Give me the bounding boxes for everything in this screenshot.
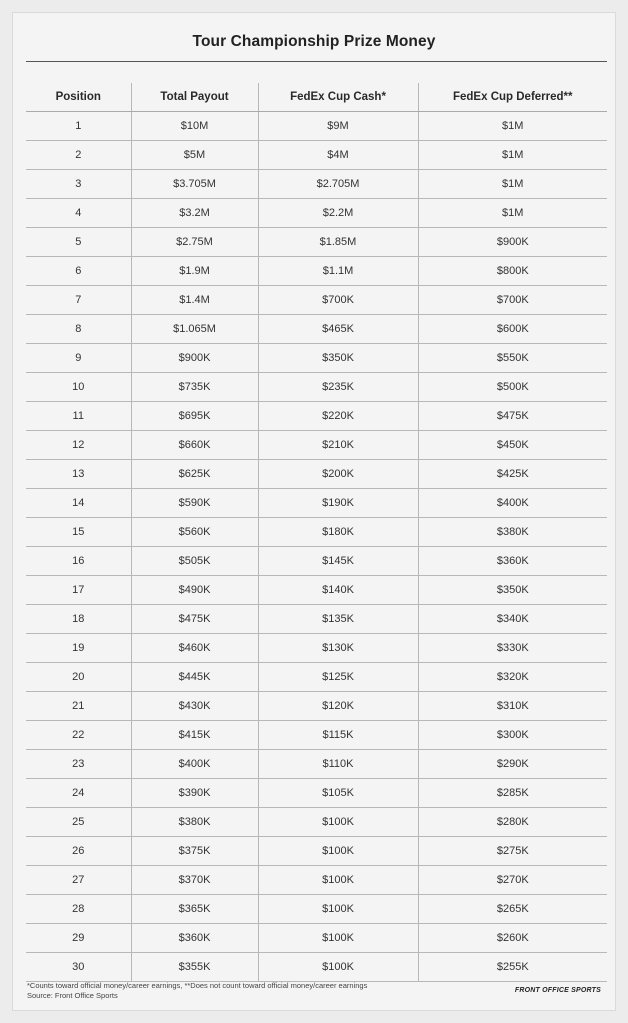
- cell-position: 12: [26, 431, 131, 460]
- cell-total-payout: $390K: [131, 779, 258, 808]
- cell-fedex-cup-deferred: $1M: [418, 170, 607, 199]
- cell-total-payout: $400K: [131, 750, 258, 779]
- prize-money-table: [26, 83, 607, 982]
- table-row: [26, 576, 607, 605]
- table-row: [26, 692, 607, 721]
- cell-fedex-cup-deferred: $290K: [418, 750, 607, 779]
- cell-position: 27: [26, 866, 131, 895]
- source-text: Source: Front Office Sports: [27, 991, 118, 1000]
- table-row: [26, 112, 607, 141]
- cell-total-payout: $10M: [131, 112, 258, 141]
- cell-position: 22: [26, 721, 131, 750]
- cell-total-payout: $375K: [131, 837, 258, 866]
- cell-fedex-cup-deferred: $700K: [418, 286, 607, 315]
- table-row: [26, 402, 607, 431]
- cell-fedex-cup-cash: $465K: [258, 315, 418, 344]
- cell-fedex-cup-deferred: $600K: [418, 315, 607, 344]
- cell-total-payout: $380K: [131, 808, 258, 837]
- table-row: [26, 895, 607, 924]
- cell-position: 20: [26, 663, 131, 692]
- page-title: Tour Championship Prize Money: [192, 33, 436, 50]
- table-row: [26, 315, 607, 344]
- cell-fedex-cup-deferred: $450K: [418, 431, 607, 460]
- cell-fedex-cup-deferred: $260K: [418, 924, 607, 953]
- cell-fedex-cup-deferred: $1M: [418, 199, 607, 228]
- table-row: [26, 141, 607, 170]
- cell-fedex-cup-deferred: $265K: [418, 895, 607, 924]
- cell-total-payout: $590K: [131, 489, 258, 518]
- cell-total-payout: $735K: [131, 373, 258, 402]
- cell-fedex-cup-cash: $100K: [258, 837, 418, 866]
- cell-total-payout: $355K: [131, 953, 258, 982]
- cell-fedex-cup-cash: $110K: [258, 750, 418, 779]
- cell-fedex-cup-deferred: $310K: [418, 692, 607, 721]
- table-row: [26, 634, 607, 663]
- cell-fedex-cup-cash: $100K: [258, 895, 418, 924]
- cell-fedex-cup-cash: $180K: [258, 518, 418, 547]
- table-row: [26, 866, 607, 895]
- cell-fedex-cup-deferred: $340K: [418, 605, 607, 634]
- cell-total-payout: $430K: [131, 692, 258, 721]
- cell-fedex-cup-cash: $140K: [258, 576, 418, 605]
- footnote-text: *Counts toward official money/career earnings, **Does not count toward official money/career earnings: [27, 981, 368, 990]
- table-row: [26, 431, 607, 460]
- cell-total-payout: $1.9M: [131, 257, 258, 286]
- cell-position: 11: [26, 402, 131, 431]
- cell-position: 9: [26, 344, 131, 373]
- table-row: [26, 373, 607, 402]
- table-row: [26, 170, 607, 199]
- table-body: [26, 112, 607, 982]
- cell-fedex-cup-cash: $125K: [258, 663, 418, 692]
- cell-total-payout: $660K: [131, 431, 258, 460]
- table-row: [26, 779, 607, 808]
- cell-position: 4: [26, 199, 131, 228]
- cell-total-payout: $415K: [131, 721, 258, 750]
- cell-total-payout: $445K: [131, 663, 258, 692]
- cell-fedex-cup-deferred: $360K: [418, 547, 607, 576]
- cell-total-payout: $370K: [131, 866, 258, 895]
- cell-fedex-cup-cash: $1.85M: [258, 228, 418, 257]
- cell-position: 8: [26, 315, 131, 344]
- cell-position: 15: [26, 518, 131, 547]
- table-row: [26, 837, 607, 866]
- cell-fedex-cup-cash: $350K: [258, 344, 418, 373]
- cell-fedex-cup-deferred: $1M: [418, 112, 607, 141]
- cell-fedex-cup-cash: $145K: [258, 547, 418, 576]
- cell-fedex-cup-cash: $235K: [258, 373, 418, 402]
- cell-total-payout: $505K: [131, 547, 258, 576]
- cell-total-payout: $365K: [131, 895, 258, 924]
- cell-position: 1: [26, 112, 131, 141]
- cell-fedex-cup-deferred: $475K: [418, 402, 607, 431]
- cell-fedex-cup-deferred: $1M: [418, 141, 607, 170]
- cell-position: 10: [26, 373, 131, 402]
- cell-total-payout: $1.4M: [131, 286, 258, 315]
- prize-money-card: [12, 12, 616, 1011]
- cell-total-payout: $5M: [131, 141, 258, 170]
- cell-total-payout: $900K: [131, 344, 258, 373]
- table-row: [26, 663, 607, 692]
- cell-fedex-cup-deferred: $270K: [418, 866, 607, 895]
- cell-fedex-cup-cash: $115K: [258, 721, 418, 750]
- cell-fedex-cup-deferred: $330K: [418, 634, 607, 663]
- cell-fedex-cup-cash: $100K: [258, 808, 418, 837]
- cell-fedex-cup-cash: $9M: [258, 112, 418, 141]
- cell-fedex-cup-deferred: $550K: [418, 344, 607, 373]
- cell-fedex-cup-deferred: $380K: [418, 518, 607, 547]
- cell-total-payout: $490K: [131, 576, 258, 605]
- cell-fedex-cup-cash: $120K: [258, 692, 418, 721]
- table-row: [26, 953, 607, 982]
- table-row: [26, 228, 607, 257]
- cell-total-payout: $475K: [131, 605, 258, 634]
- table-row: [26, 924, 607, 953]
- cell-position: 30: [26, 953, 131, 982]
- cell-fedex-cup-deferred: $280K: [418, 808, 607, 837]
- cell-fedex-cup-deferred: $500K: [418, 373, 607, 402]
- cell-fedex-cup-deferred: $255K: [418, 953, 607, 982]
- cell-position: 18: [26, 605, 131, 634]
- table-row: [26, 721, 607, 750]
- cell-total-payout: $1.065M: [131, 315, 258, 344]
- cell-fedex-cup-deferred: $900K: [418, 228, 607, 257]
- cell-fedex-cup-deferred: $400K: [418, 489, 607, 518]
- cell-position: 26: [26, 837, 131, 866]
- cell-fedex-cup-cash: $105K: [258, 779, 418, 808]
- table-row: [26, 286, 607, 315]
- table-row: [26, 605, 607, 634]
- table-header-row: [26, 83, 607, 112]
- cell-fedex-cup-cash: $130K: [258, 634, 418, 663]
- cell-total-payout: $625K: [131, 460, 258, 489]
- table-row: [26, 518, 607, 547]
- cell-fedex-cup-cash: $135K: [258, 605, 418, 634]
- table-row: [26, 489, 607, 518]
- cell-fedex-cup-cash: $700K: [258, 286, 418, 315]
- cell-fedex-cup-cash: $200K: [258, 460, 418, 489]
- cell-fedex-cup-cash: $100K: [258, 866, 418, 895]
- cell-position: 19: [26, 634, 131, 663]
- cell-position: 3: [26, 170, 131, 199]
- cell-total-payout: $560K: [131, 518, 258, 547]
- title-divider: [26, 61, 607, 62]
- cell-fedex-cup-deferred: $300K: [418, 721, 607, 750]
- cell-fedex-cup-cash: $4M: [258, 141, 418, 170]
- cell-fedex-cup-cash: $2.705M: [258, 170, 418, 199]
- cell-position: 25: [26, 808, 131, 837]
- cell-position: 7: [26, 286, 131, 315]
- cell-position: 17: [26, 576, 131, 605]
- header-position: Position: [26, 83, 131, 112]
- cell-position: 29: [26, 924, 131, 953]
- table-row: [26, 547, 607, 576]
- cell-fedex-cup-deferred: $320K: [418, 663, 607, 692]
- cell-fedex-cup-cash: $2.2M: [258, 199, 418, 228]
- cell-fedex-cup-cash: $210K: [258, 431, 418, 460]
- cell-total-payout: $695K: [131, 402, 258, 431]
- cell-position: 16: [26, 547, 131, 576]
- cell-position: 14: [26, 489, 131, 518]
- cell-position: 23: [26, 750, 131, 779]
- cell-total-payout: $3.705M: [131, 170, 258, 199]
- cell-fedex-cup-cash: $1.1M: [258, 257, 418, 286]
- cell-position: 24: [26, 779, 131, 808]
- cell-total-payout: $460K: [131, 634, 258, 663]
- cell-fedex-cup-deferred: $800K: [418, 257, 607, 286]
- footnote: [27, 981, 367, 1001]
- cell-total-payout: $2.75M: [131, 228, 258, 257]
- cell-fedex-cup-deferred: $275K: [418, 837, 607, 866]
- cell-fedex-cup-cash: $220K: [258, 402, 418, 431]
- cell-fedex-cup-cash: $190K: [258, 489, 418, 518]
- cell-fedex-cup-deferred: $350K: [418, 576, 607, 605]
- cell-position: 2: [26, 141, 131, 170]
- cell-position: 5: [26, 228, 131, 257]
- brand-logo: FRONT OFFICE SPORTS: [514, 987, 601, 994]
- header-fedex-cup-deferred: FedEx Cup Deferred**: [418, 83, 607, 112]
- table-row: [26, 808, 607, 837]
- cell-total-payout: $360K: [131, 924, 258, 953]
- table-row: [26, 257, 607, 286]
- cell-fedex-cup-cash: $100K: [258, 924, 418, 953]
- header-fedex-cup-cash: FedEx Cup Cash*: [258, 83, 418, 112]
- table-row: [26, 750, 607, 779]
- cell-position: 13: [26, 460, 131, 489]
- table-row: [26, 344, 607, 373]
- table-row: [26, 460, 607, 489]
- cell-position: 28: [26, 895, 131, 924]
- cell-position: 6: [26, 257, 131, 286]
- table-row: [26, 199, 607, 228]
- cell-total-payout: $3.2M: [131, 199, 258, 228]
- cell-fedex-cup-cash: $100K: [258, 953, 418, 982]
- header-total-payout: Total Payout: [131, 83, 258, 112]
- cell-position: 21: [26, 692, 131, 721]
- cell-fedex-cup-deferred: $285K: [418, 779, 607, 808]
- cell-fedex-cup-deferred: $425K: [418, 460, 607, 489]
